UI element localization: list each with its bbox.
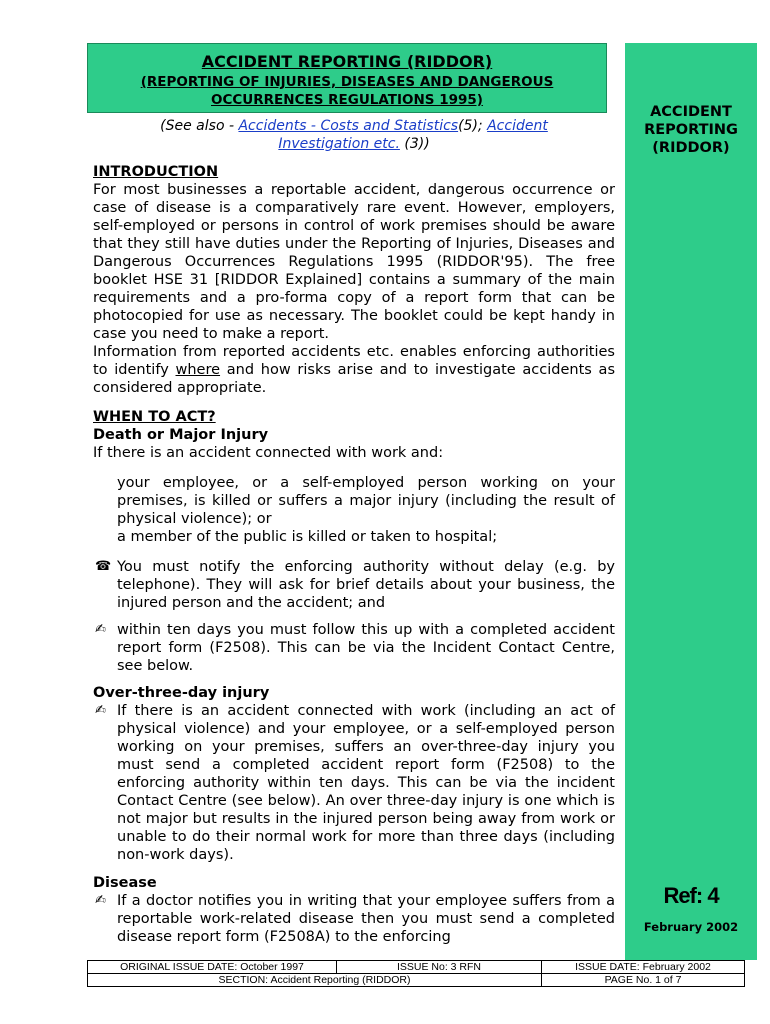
sidebar-title <box>625 103 757 157</box>
footer-table <box>87 960 745 987</box>
intro-para2-a: Information from reported accidents etc. enables enforcing authorities to identify <box>93 344 615 378</box>
intro-paragraph-1: For most businesses a reportable accident, dangerous occurrence or case of disease is a comparatively rare event. However, employers, self-employed or persons in control of work premises should be aware that they still have duties under the Reporting of Injuries, Diseases and Dangerous Occurrences Regulations 1995 (RIDDOR'95). The free booklet HSE 31 [RIDDOR Explained] contains a summary of the main requirements and a pro-forma copy of a report form that can be photocopied for use as necessary. The booklet could be kept handy in case you need to make a report. <box>93 182 615 342</box>
write-bullet-text: within ten days you must follow this up with a completed accident report form (F2508). This can be via the Incident Contact Centre, see below. <box>117 622 615 674</box>
footer-page: PAGE No. 1 of 7 <box>542 974 745 987</box>
link-accident-investigation-1[interactable]: Accident <box>487 118 548 134</box>
subtitle-line-2: OCCURRENCES REGULATIONS 1995) <box>211 92 483 108</box>
document-subtitle <box>88 73 606 109</box>
sidebar-title-line-3: (RIDDOR) <box>652 140 730 156</box>
link-accident-investigation-2[interactable]: Investigation etc. <box>278 136 400 152</box>
writing-hand-icon: ✍ <box>95 622 106 637</box>
telephone-icon: ☎ <box>95 559 112 574</box>
over-three-day-text: If there is an accident connected with work (including an act of physical violence) and your employee, or a self-employed person working on your premises, suffers an over-three-day injury you must send a completed accident report form (F2508) to the enforcing authority within ten days. This can be via the incident Contact Centre (see below). An over three-day injury is one which is not major but results in the injured person being away from work or unable to do their normal work for more than three days (including non-work days). <box>117 703 615 863</box>
footer-issue-date: ISSUE DATE: February 2002 <box>542 961 745 974</box>
see-also-ref-2: (3)) <box>399 136 430 152</box>
indent-item-1: your employee, or a self-employed person working on your premises, is killed or suffers a major injury (including the result of physical violence); or <box>117 475 615 527</box>
when-heading: WHEN TO ACT? <box>93 409 216 425</box>
sidebar-title-line-2: REPORTING <box>644 122 738 138</box>
over-three-day-bullet <box>93 702 615 864</box>
disease-bullet-text: If a doctor notifies you in writing that your employee suffers from a reportable work-related disease then you must send a completed disease report form (F2508A) to the enforcing <box>117 893 615 945</box>
sidebar-title-line-1: ACCIDENT <box>650 104 732 120</box>
over-three-day-heading: Over-three-day injury <box>93 685 270 701</box>
write-bullet <box>93 621 615 675</box>
intro-para2-b: and how risks arise and to investigate accidents as considered appropriate. <box>93 362 615 396</box>
phone-bullet <box>93 558 615 612</box>
writing-hand-icon: ✍ <box>95 893 106 908</box>
death-major-heading: Death or Major Injury <box>93 427 269 443</box>
subtitle-line-1: (REPORTING OF INJURIES, DISEASES AND DANGEROUS <box>140 74 554 90</box>
sidebar-date: February 2002 <box>643 920 739 934</box>
see-also-ref-1: (5); <box>458 118 488 134</box>
footer-original-issue: ORIGINAL ISSUE DATE: October 1997 <box>88 961 337 974</box>
intro-heading: INTRODUCTION <box>93 164 219 180</box>
disease-heading: Disease <box>93 875 157 891</box>
footer-issue-no: ISSUE No: 3 RFN <box>337 961 542 974</box>
reference-number: Ref: 4 <box>663 883 719 908</box>
when-lead: If there is an accident connected with work and: <box>93 445 444 461</box>
indent-item-2: a member of the public is killed or taken to hospital; <box>117 529 498 545</box>
disease-bullet <box>93 892 615 946</box>
see-also-prefix: (See also - <box>160 118 239 134</box>
writing-hand-icon: ✍ <box>95 703 106 718</box>
link-accidents-costs[interactable]: Accidents - Costs and Statistics <box>238 118 459 134</box>
document-title: ACCIDENT REPORTING (RIDDOR) <box>201 52 493 71</box>
sidebar <box>625 43 757 960</box>
see-also <box>93 117 615 153</box>
footer-section: SECTION: Accident Reporting (RIDDOR) <box>88 974 542 987</box>
title-box <box>87 43 607 113</box>
document-body <box>93 163 615 946</box>
intro-paragraph-2 <box>93 343 615 397</box>
intro-para2-underlined: where <box>175 362 221 378</box>
phone-bullet-text: You must notify the enforcing authority without delay (e.g. by telephone). They will ask for brief details about your business, the injured person and the accident; and <box>117 559 615 611</box>
